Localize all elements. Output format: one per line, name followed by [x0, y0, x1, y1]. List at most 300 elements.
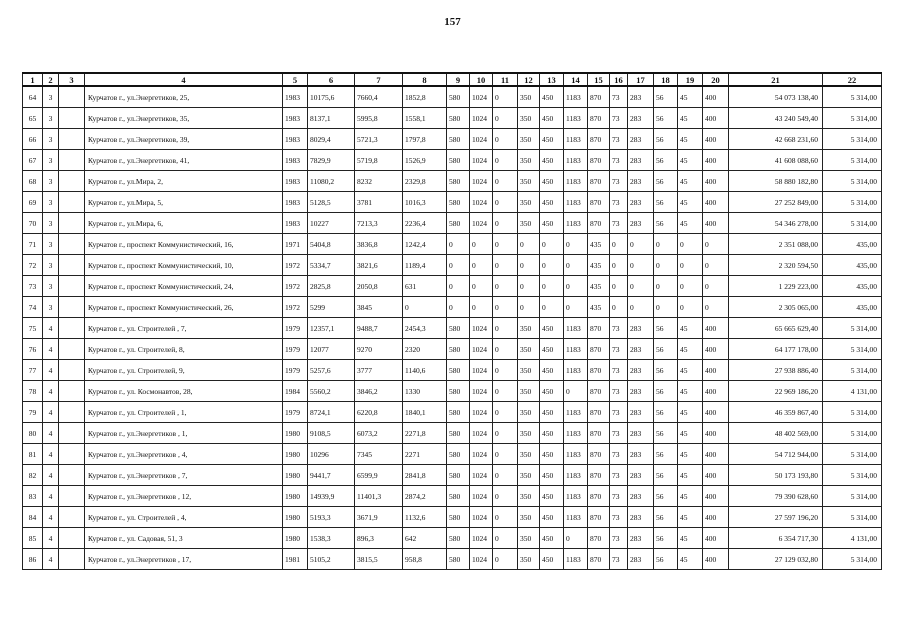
cell-area-other: 1526,9	[403, 150, 447, 171]
cell-area-other: 1242,4	[403, 234, 447, 255]
cell-c13: 450	[540, 129, 564, 150]
cell-area-other: 1132,6	[403, 507, 447, 528]
cell-group: 4	[43, 423, 59, 444]
cell-col3	[59, 234, 85, 255]
cell-c9: 580	[447, 192, 470, 213]
cell-c12: 350	[518, 465, 540, 486]
cell-total-cost: 79 390 628,60	[729, 486, 823, 507]
cell-unit-rate: 5 314,00	[823, 192, 882, 213]
column-header-8: 8	[403, 73, 447, 86]
cell-year: 1979	[283, 360, 308, 381]
cell-unit-rate: 5 314,00	[823, 213, 882, 234]
table-row	[23, 444, 882, 465]
table-row	[23, 465, 882, 486]
cell-year: 1983	[283, 213, 308, 234]
cell-c13: 0	[540, 234, 564, 255]
cell-c13: 450	[540, 402, 564, 423]
cell-area-other: 1558,1	[403, 108, 447, 129]
cell-c14: 1183	[564, 507, 588, 528]
cell-col3	[59, 129, 85, 150]
table-row	[23, 255, 882, 276]
column-header-16: 16	[610, 73, 628, 86]
column-header-19: 19	[678, 73, 703, 86]
cell-address: Курчатов г., ул. Строителей , 4,	[85, 507, 283, 528]
column-header-1: 1	[23, 73, 43, 86]
cell-area-total: 5334,7	[308, 255, 355, 276]
cell-c19: 45	[678, 150, 703, 171]
cell-c20: 400	[703, 150, 729, 171]
cell-group: 3	[43, 129, 59, 150]
cell-row-number: 80	[23, 423, 43, 444]
column-header-2: 2	[43, 73, 59, 86]
table-row	[23, 150, 882, 171]
table-row	[23, 360, 882, 381]
cell-unit-rate: 5 314,00	[823, 444, 882, 465]
cell-area-other: 0	[403, 297, 447, 318]
cell-total-cost: 41 608 088,60	[729, 150, 823, 171]
cell-address: Курчатов г., проспект Коммунистический, 16,	[85, 234, 283, 255]
cell-area-living: 6220,8	[355, 402, 403, 423]
cell-c18: 56	[654, 423, 678, 444]
cell-group: 4	[43, 507, 59, 528]
cell-total-cost: 27 938 886,40	[729, 360, 823, 381]
cell-area-total: 12357,1	[308, 318, 355, 339]
cell-year: 1980	[283, 444, 308, 465]
cell-c18: 0	[654, 255, 678, 276]
cell-c12: 350	[518, 171, 540, 192]
cell-c13: 0	[540, 255, 564, 276]
cell-area-living: 7660,4	[355, 86, 403, 108]
cell-row-number: 77	[23, 360, 43, 381]
cell-area-total: 10175,6	[308, 86, 355, 108]
table-row	[23, 318, 882, 339]
cell-c20: 400	[703, 465, 729, 486]
cell-total-cost: 54 073 138,40	[729, 86, 823, 108]
cell-area-living: 6073,2	[355, 423, 403, 444]
cell-c10: 1024	[470, 213, 493, 234]
cell-row-number: 68	[23, 171, 43, 192]
cell-c10: 1024	[470, 528, 493, 549]
page-number: 157	[444, 16, 461, 28]
cell-c17: 283	[628, 444, 654, 465]
cell-c14: 0	[564, 528, 588, 549]
cell-c17: 283	[628, 129, 654, 150]
cell-unit-rate: 5 314,00	[823, 486, 882, 507]
cell-c10: 1024	[470, 465, 493, 486]
cell-unit-rate: 5 314,00	[823, 171, 882, 192]
cell-c16: 0	[610, 234, 628, 255]
cell-c18: 56	[654, 486, 678, 507]
cell-area-living: 5995,8	[355, 108, 403, 129]
cell-c19: 45	[678, 528, 703, 549]
cell-unit-rate: 5 314,00	[823, 108, 882, 129]
cell-row-number: 81	[23, 444, 43, 465]
cell-c19: 45	[678, 423, 703, 444]
cell-c15: 870	[588, 381, 610, 402]
cell-total-cost: 27 129 032,80	[729, 549, 823, 570]
cell-col3	[59, 360, 85, 381]
cell-area-total: 8029,4	[308, 129, 355, 150]
cell-unit-rate: 5 314,00	[823, 465, 882, 486]
table-row	[23, 381, 882, 402]
cell-c16: 73	[610, 423, 628, 444]
cell-area-other: 631	[403, 276, 447, 297]
cell-unit-rate: 5 314,00	[823, 507, 882, 528]
cell-c12: 350	[518, 444, 540, 465]
cell-area-total: 5299	[308, 297, 355, 318]
cell-c10: 1024	[470, 360, 493, 381]
column-header-7: 7	[355, 73, 403, 86]
cell-c17: 283	[628, 339, 654, 360]
cell-row-number: 78	[23, 381, 43, 402]
cell-c19: 0	[678, 255, 703, 276]
cell-area-other: 1330	[403, 381, 447, 402]
cell-c16: 73	[610, 549, 628, 570]
cell-c17: 0	[628, 276, 654, 297]
cell-area-living: 896,3	[355, 528, 403, 549]
cell-address: Курчатов г., ул.Энергетиков , 7,	[85, 465, 283, 486]
cell-c16: 73	[610, 381, 628, 402]
cell-c14: 1183	[564, 192, 588, 213]
cell-c19: 45	[678, 171, 703, 192]
cell-total-cost: 65 665 629,40	[729, 318, 823, 339]
cell-row-number: 75	[23, 318, 43, 339]
cell-c9: 580	[447, 339, 470, 360]
cell-area-total: 5128,5	[308, 192, 355, 213]
cell-group: 3	[43, 108, 59, 129]
cell-group: 3	[43, 150, 59, 171]
cell-c19: 0	[678, 276, 703, 297]
cell-c11: 0	[493, 318, 518, 339]
cell-area-living: 11401,3	[355, 486, 403, 507]
cell-c11: 0	[493, 255, 518, 276]
cell-row-number: 79	[23, 402, 43, 423]
cell-group: 3	[43, 86, 59, 108]
cell-total-cost: 64 177 178,00	[729, 339, 823, 360]
cell-area-total: 1538,3	[308, 528, 355, 549]
cell-area-living: 5719,8	[355, 150, 403, 171]
cell-c12: 0	[518, 276, 540, 297]
cell-c18: 56	[654, 360, 678, 381]
cell-c19: 45	[678, 108, 703, 129]
cell-col3	[59, 318, 85, 339]
cell-c13: 450	[540, 318, 564, 339]
cell-area-other: 2329,8	[403, 171, 447, 192]
cell-area-living: 7345	[355, 444, 403, 465]
cell-c18: 56	[654, 86, 678, 108]
cell-c14: 0	[564, 297, 588, 318]
cell-total-cost: 58 880 182,80	[729, 171, 823, 192]
cell-c15: 870	[588, 402, 610, 423]
cell-c13: 450	[540, 528, 564, 549]
cell-c17: 283	[628, 108, 654, 129]
cell-address: Курчатов г., проспект Коммунистический, 24,	[85, 276, 283, 297]
cell-c18: 0	[654, 234, 678, 255]
cell-c14: 1183	[564, 549, 588, 570]
cell-group: 3	[43, 192, 59, 213]
cell-c11: 0	[493, 444, 518, 465]
cell-c11: 0	[493, 549, 518, 570]
table-row	[23, 276, 882, 297]
cell-c17: 283	[628, 86, 654, 108]
cell-area-total: 9441,7	[308, 465, 355, 486]
column-header-17: 17	[628, 73, 654, 86]
cell-c13: 450	[540, 486, 564, 507]
cell-c13: 450	[540, 86, 564, 108]
cell-total-cost: 22 969 186,20	[729, 381, 823, 402]
cell-area-living: 3821,6	[355, 255, 403, 276]
cell-c17: 283	[628, 528, 654, 549]
cell-c17: 283	[628, 423, 654, 444]
cell-address: Курчатов г., ул.Мира, 2,	[85, 171, 283, 192]
cell-c15: 870	[588, 486, 610, 507]
cell-c13: 450	[540, 192, 564, 213]
cell-c12: 0	[518, 297, 540, 318]
cell-address: Курчатов г., ул. Строителей, 8,	[85, 339, 283, 360]
cell-c20: 400	[703, 507, 729, 528]
cell-area-living: 6599,9	[355, 465, 403, 486]
cell-c14: 0	[564, 234, 588, 255]
cell-c11: 0	[493, 465, 518, 486]
cell-c18: 56	[654, 465, 678, 486]
cell-area-living: 8232	[355, 171, 403, 192]
cell-c18: 56	[654, 213, 678, 234]
cell-c13: 450	[540, 444, 564, 465]
cell-c19: 45	[678, 549, 703, 570]
cell-c15: 870	[588, 507, 610, 528]
cell-c13: 0	[540, 297, 564, 318]
cell-c9: 0	[447, 276, 470, 297]
cell-c20: 400	[703, 444, 729, 465]
cell-c11: 0	[493, 86, 518, 108]
cell-total-cost: 27 252 849,00	[729, 192, 823, 213]
cell-group: 4	[43, 486, 59, 507]
cell-c10: 1024	[470, 486, 493, 507]
cell-c15: 870	[588, 360, 610, 381]
cell-c11: 0	[493, 507, 518, 528]
cell-c10: 0	[470, 234, 493, 255]
cell-c20: 400	[703, 108, 729, 129]
column-header-6: 6	[308, 73, 355, 86]
cell-unit-rate: 435,00	[823, 276, 882, 297]
cell-c13: 0	[540, 276, 564, 297]
cell-c11: 0	[493, 486, 518, 507]
cell-c12: 350	[518, 507, 540, 528]
column-header-20: 20	[703, 73, 729, 86]
cell-c14: 0	[564, 381, 588, 402]
cell-col3	[59, 507, 85, 528]
cell-c18: 56	[654, 192, 678, 213]
cell-c9: 580	[447, 171, 470, 192]
table-row	[23, 86, 882, 108]
cell-c19: 0	[678, 297, 703, 318]
cell-unit-rate: 5 314,00	[823, 318, 882, 339]
cell-group: 3	[43, 255, 59, 276]
cell-c20: 400	[703, 192, 729, 213]
column-header-4: 4	[85, 73, 283, 86]
cell-area-total: 5404,8	[308, 234, 355, 255]
cell-c20: 400	[703, 423, 729, 444]
cell-c18: 56	[654, 528, 678, 549]
cell-group: 4	[43, 465, 59, 486]
column-header-9: 9	[447, 73, 470, 86]
cell-c20: 400	[703, 129, 729, 150]
cell-col3	[59, 213, 85, 234]
cell-col3	[59, 339, 85, 360]
cell-c15: 435	[588, 234, 610, 255]
cell-c12: 350	[518, 108, 540, 129]
cell-total-cost: 6 354 717,30	[729, 528, 823, 549]
cell-unit-rate: 5 314,00	[823, 549, 882, 570]
cell-area-living: 7213,3	[355, 213, 403, 234]
column-header-21: 21	[729, 73, 823, 86]
cell-c9: 0	[447, 234, 470, 255]
cell-c11: 0	[493, 276, 518, 297]
cell-col3	[59, 171, 85, 192]
cell-c15: 870	[588, 150, 610, 171]
cell-c11: 0	[493, 339, 518, 360]
cell-area-total: 5105,2	[308, 549, 355, 570]
cell-total-cost: 2 351 088,00	[729, 234, 823, 255]
column-header-15: 15	[588, 73, 610, 86]
cell-c14: 1183	[564, 129, 588, 150]
table-row	[23, 213, 882, 234]
cell-c14: 1183	[564, 108, 588, 129]
cell-c14: 1183	[564, 86, 588, 108]
cell-group: 4	[43, 444, 59, 465]
cell-c19: 45	[678, 507, 703, 528]
cell-c10: 1024	[470, 402, 493, 423]
cell-c13: 450	[540, 423, 564, 444]
cell-year: 1971	[283, 234, 308, 255]
cell-area-total: 2825,8	[308, 276, 355, 297]
cell-address: Курчатов г., ул.Мира, 5,	[85, 192, 283, 213]
cell-address: Курчатов г., ул.Энергетиков, 25,	[85, 86, 283, 108]
cell-c14: 0	[564, 276, 588, 297]
cell-c15: 870	[588, 129, 610, 150]
cell-c11: 0	[493, 297, 518, 318]
cell-c18: 56	[654, 129, 678, 150]
cell-year: 1983	[283, 108, 308, 129]
cell-total-cost: 48 402 569,00	[729, 423, 823, 444]
cell-row-number: 73	[23, 276, 43, 297]
cell-c10: 1024	[470, 423, 493, 444]
cell-c14: 1183	[564, 360, 588, 381]
cell-c19: 45	[678, 381, 703, 402]
cell-address: Курчатов г., ул. Строителей , 7,	[85, 318, 283, 339]
cell-group: 3	[43, 234, 59, 255]
cell-c9: 0	[447, 297, 470, 318]
cell-c16: 0	[610, 276, 628, 297]
column-header-11: 11	[493, 73, 518, 86]
cell-area-total: 5257,6	[308, 360, 355, 381]
cell-c17: 283	[628, 150, 654, 171]
cell-c18: 56	[654, 150, 678, 171]
cell-c18: 56	[654, 339, 678, 360]
cell-c19: 45	[678, 444, 703, 465]
cell-col3	[59, 255, 85, 276]
cell-row-number: 65	[23, 108, 43, 129]
cell-c20: 400	[703, 213, 729, 234]
cell-area-total: 7829,9	[308, 150, 355, 171]
cell-c16: 73	[610, 150, 628, 171]
cell-address: Курчатов г., ул.Энергетиков, 39,	[85, 129, 283, 150]
cell-year: 1983	[283, 171, 308, 192]
cell-c12: 0	[518, 255, 540, 276]
cell-group: 3	[43, 213, 59, 234]
cell-unit-rate: 435,00	[823, 255, 882, 276]
cell-area-total: 9108,5	[308, 423, 355, 444]
cell-unit-rate: 5 314,00	[823, 402, 882, 423]
cell-c16: 73	[610, 402, 628, 423]
cell-col3	[59, 486, 85, 507]
cell-c20: 0	[703, 297, 729, 318]
cell-c11: 0	[493, 381, 518, 402]
cell-c12: 350	[518, 381, 540, 402]
cell-c17: 283	[628, 465, 654, 486]
cell-address: Курчатов г., ул.Энергетиков , 12,	[85, 486, 283, 507]
cell-address: Курчатов г., ул.Мира, 6,	[85, 213, 283, 234]
cell-c10: 0	[470, 255, 493, 276]
cell-unit-rate: 5 314,00	[823, 423, 882, 444]
cell-row-number: 71	[23, 234, 43, 255]
housing-register-table	[22, 72, 882, 570]
cell-c16: 0	[610, 255, 628, 276]
cell-c9: 580	[447, 507, 470, 528]
cell-c16: 73	[610, 108, 628, 129]
cell-row-number: 72	[23, 255, 43, 276]
cell-area-living: 3846,2	[355, 381, 403, 402]
cell-c19: 45	[678, 465, 703, 486]
cell-c16: 73	[610, 192, 628, 213]
cell-address: Курчатов г., ул. Космонавтов, 28,	[85, 381, 283, 402]
cell-c17: 283	[628, 171, 654, 192]
cell-c15: 870	[588, 465, 610, 486]
cell-c10: 1024	[470, 549, 493, 570]
cell-c18: 56	[654, 171, 678, 192]
table-row	[23, 108, 882, 129]
cell-year: 1981	[283, 549, 308, 570]
cell-c20: 400	[703, 171, 729, 192]
cell-group: 4	[43, 528, 59, 549]
cell-c17: 283	[628, 507, 654, 528]
cell-c11: 0	[493, 402, 518, 423]
column-header-10: 10	[470, 73, 493, 86]
column-header-14: 14	[564, 73, 588, 86]
cell-year: 1979	[283, 402, 308, 423]
cell-total-cost: 1 229 223,00	[729, 276, 823, 297]
cell-c13: 450	[540, 507, 564, 528]
cell-c9: 580	[447, 360, 470, 381]
cell-c12: 350	[518, 486, 540, 507]
cell-c18: 56	[654, 402, 678, 423]
cell-c10: 1024	[470, 108, 493, 129]
cell-c20: 0	[703, 276, 729, 297]
cell-c10: 1024	[470, 86, 493, 108]
cell-c17: 283	[628, 381, 654, 402]
cell-unit-rate: 5 314,00	[823, 129, 882, 150]
cell-c16: 73	[610, 86, 628, 108]
cell-c20: 400	[703, 402, 729, 423]
table-row	[23, 297, 882, 318]
cell-c10: 0	[470, 276, 493, 297]
cell-c9: 580	[447, 528, 470, 549]
cell-year: 1980	[283, 507, 308, 528]
cell-year: 1972	[283, 255, 308, 276]
cell-c15: 870	[588, 213, 610, 234]
cell-c19: 45	[678, 486, 703, 507]
cell-row-number: 82	[23, 465, 43, 486]
